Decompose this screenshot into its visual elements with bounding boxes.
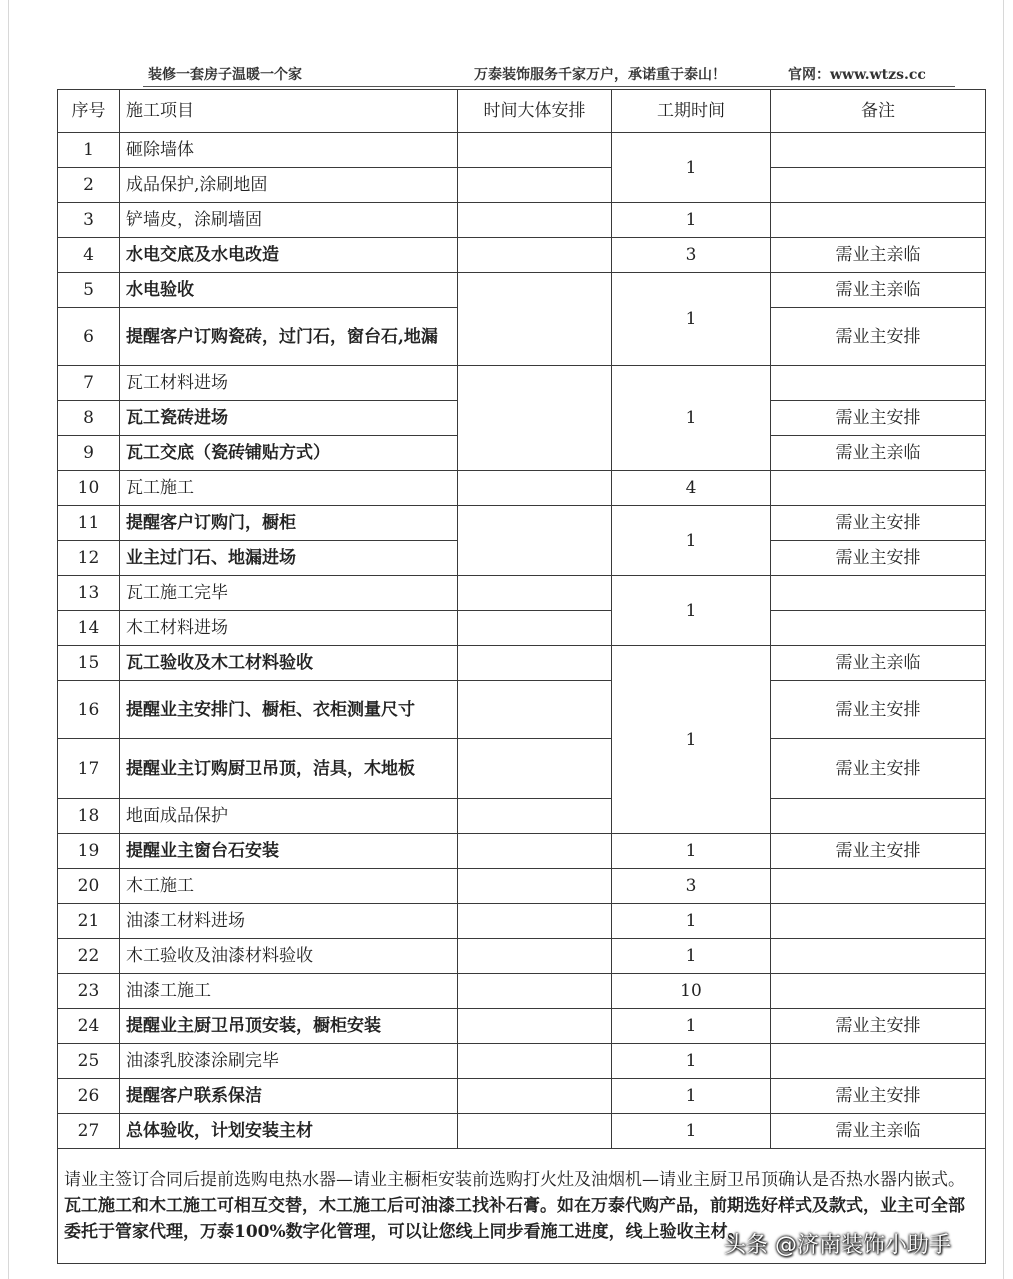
row-no: 23: [58, 974, 120, 1009]
row-duration: 1: [612, 273, 771, 366]
row-item: 水电验收: [120, 273, 458, 308]
row-schedule: [458, 1044, 612, 1079]
row-item: 瓦工施工完毕: [120, 576, 458, 611]
row-note: 需业主安排: [771, 681, 986, 739]
watermark-text: 头条 @济南装饰小助手: [724, 1233, 951, 1258]
row-note: [771, 904, 986, 939]
table-row: [58, 939, 986, 974]
table-row: [58, 168, 986, 203]
footer-notes-bold: 瓦工施工和木工施工可相互交替，木工施工后可油漆工找补石膏。如在万泰代购产品，前期选好样式及款式，业主可全部委托于管家代理，万泰100%数字化管理，可以让您线上同步看施工进度，线上验收主材。: [64, 1196, 965, 1242]
row-schedule: [458, 799, 612, 834]
row-duration: 10: [612, 974, 771, 1009]
row-schedule: [458, 646, 612, 681]
row-item: 总体验收，计划安装主材: [120, 1114, 458, 1149]
col-header-no: 序号: [58, 90, 120, 133]
row-duration: 1: [612, 904, 771, 939]
table-row: [58, 834, 986, 869]
row-duration: 1: [612, 646, 771, 834]
table-row: [58, 904, 986, 939]
row-no: 5: [58, 273, 120, 308]
row-schedule: [458, 1079, 612, 1114]
row-note: [771, 168, 986, 203]
row-item: 提醒客户联系保洁: [120, 1079, 458, 1114]
footer-notes-normal: 请业主签订合同后提前选购电热水器—请业主橱柜安装前选购打火灶及油烟机—请业主厨卫吊顶确认是否热水器内嵌式。: [64, 1170, 965, 1190]
row-note: 需业主亲临: [771, 646, 986, 681]
row-schedule: [458, 974, 612, 1009]
table-row: [58, 739, 986, 799]
header-motto: 万泰装饰服务千家万户，承诺重于泰山！: [474, 67, 726, 83]
table-row: [58, 1079, 986, 1114]
row-item: 提醒客户订购门，橱柜: [120, 506, 458, 541]
header-slogan: 装修一套房子温暖一个家: [148, 67, 302, 83]
row-item: 提醒业主窗台石安装: [120, 834, 458, 869]
header-underline: [143, 86, 955, 87]
row-no: 2: [58, 168, 120, 203]
row-note: 需业主安排: [771, 1079, 986, 1114]
row-schedule: [458, 834, 612, 869]
row-schedule: [458, 238, 612, 273]
row-schedule: [458, 739, 612, 799]
row-duration: 1: [612, 1079, 771, 1114]
row-item: 瓦工交底（瓷砖铺贴方式）: [120, 436, 458, 471]
row-item: 提醒业主订购厨卫吊顶，洁具，木地板: [120, 739, 458, 799]
table-row: [58, 273, 986, 308]
row-item: 提醒业主安排门、橱柜、衣柜测量尺寸: [120, 681, 458, 739]
row-no: 1: [58, 133, 120, 168]
row-no: 27: [58, 1114, 120, 1149]
row-item: 业主过门石、地漏进场: [120, 541, 458, 576]
row-no: 14: [58, 611, 120, 646]
row-no: 16: [58, 681, 120, 739]
header-website: 官网：www.wtzs.cc: [788, 67, 926, 83]
row-item: 木工验收及油漆材料验收: [120, 939, 458, 974]
row-note: [771, 366, 986, 401]
row-no: 25: [58, 1044, 120, 1079]
row-note: [771, 203, 986, 238]
row-note: [771, 974, 986, 1009]
row-schedule: [458, 273, 612, 366]
row-no: 22: [58, 939, 120, 974]
row-note: 需业主安排: [771, 1009, 986, 1044]
table-row: [58, 799, 986, 834]
row-note: [771, 1044, 986, 1079]
row-duration: 1: [612, 939, 771, 974]
row-note: 需业主亲临: [771, 1114, 986, 1149]
row-schedule: [458, 904, 612, 939]
row-no: 6: [58, 308, 120, 366]
table-row: [58, 238, 986, 273]
row-schedule: [458, 1114, 612, 1149]
document-header: [0, 58, 1013, 82]
row-no: 8: [58, 401, 120, 436]
row-no: 20: [58, 869, 120, 904]
row-schedule: [458, 506, 612, 576]
row-item: 水电交底及水电改造: [120, 238, 458, 273]
page-edge-left: [8, 0, 9, 1279]
row-item: 木工材料进场: [120, 611, 458, 646]
row-no: 24: [58, 1009, 120, 1044]
construction-schedule-table: [57, 89, 986, 1264]
page-edge-right: [1003, 0, 1004, 1279]
table-row: [58, 1114, 986, 1149]
row-no: 15: [58, 646, 120, 681]
row-note: [771, 471, 986, 506]
row-no: 26: [58, 1079, 120, 1114]
row-no: 10: [58, 471, 120, 506]
table-row: [58, 133, 986, 168]
row-schedule: [458, 203, 612, 238]
row-duration: 1: [612, 203, 771, 238]
row-no: 17: [58, 739, 120, 799]
row-duration: 1: [612, 366, 771, 471]
row-no: 13: [58, 576, 120, 611]
col-header-schedule: 时间大体安排: [458, 90, 612, 133]
row-note: [771, 869, 986, 904]
row-duration: 1: [612, 576, 771, 646]
row-item: 砸除墙体: [120, 133, 458, 168]
table-row: [58, 869, 986, 904]
row-item: 油漆工材料进场: [120, 904, 458, 939]
row-item: 瓦工瓷砖进场: [120, 401, 458, 436]
row-note: [771, 133, 986, 168]
row-note: 需业主安排: [771, 308, 986, 366]
row-no: 12: [58, 541, 120, 576]
row-note: 需业主安排: [771, 541, 986, 576]
row-schedule: [458, 869, 612, 904]
row-schedule: [458, 471, 612, 506]
row-no: 7: [58, 366, 120, 401]
row-item: 铲墙皮，涂刷墙固: [120, 203, 458, 238]
row-item: 提醒业主厨卫吊顶安装，橱柜安装: [120, 1009, 458, 1044]
row-no: 9: [58, 436, 120, 471]
table-row: [58, 646, 986, 681]
row-schedule: [458, 133, 612, 168]
row-no: 18: [58, 799, 120, 834]
row-note: 需业主安排: [771, 834, 986, 869]
table-row: [58, 366, 986, 401]
row-no: 4: [58, 238, 120, 273]
row-note: [771, 611, 986, 646]
row-note: [771, 576, 986, 611]
row-item: 油漆乳胶漆涂刷完毕: [120, 1044, 458, 1079]
row-duration: 1: [612, 1114, 771, 1149]
row-schedule: [458, 366, 612, 471]
row-note: [771, 799, 986, 834]
row-no: 3: [58, 203, 120, 238]
row-schedule: [458, 681, 612, 739]
col-header-duration: 工期时间: [612, 90, 771, 133]
row-note: 需业主安排: [771, 739, 986, 799]
table-header-row: [58, 90, 986, 133]
row-no: 11: [58, 506, 120, 541]
row-item: 木工施工: [120, 869, 458, 904]
row-note: 需业主亲临: [771, 273, 986, 308]
row-item: 瓦工验收及木工材料验收: [120, 646, 458, 681]
row-item: 瓦工施工: [120, 471, 458, 506]
row-duration: 1: [612, 506, 771, 576]
table-row: [58, 681, 986, 739]
table-row: [58, 506, 986, 541]
row-note: 需业主安排: [771, 506, 986, 541]
col-header-item: 施工项目: [120, 90, 458, 133]
row-note: 需业主安排: [771, 401, 986, 436]
table-row: [58, 471, 986, 506]
row-item: 成品保护,涂刷地固: [120, 168, 458, 203]
row-schedule: [458, 576, 612, 611]
table-row: [58, 974, 986, 1009]
row-note: 需业主亲临: [771, 436, 986, 471]
row-schedule: [458, 168, 612, 203]
row-duration: 1: [612, 834, 771, 869]
row-duration: 4: [612, 471, 771, 506]
row-item: 提醒客户订购瓷砖，过门石，窗台石,地漏: [120, 308, 458, 366]
row-note: 需业主亲临: [771, 238, 986, 273]
row-note: [771, 939, 986, 974]
row-no: 21: [58, 904, 120, 939]
table-row: [58, 203, 986, 238]
row-duration: 3: [612, 238, 771, 273]
row-no: 19: [58, 834, 120, 869]
row-item: 油漆工施工: [120, 974, 458, 1009]
row-duration: 3: [612, 869, 771, 904]
table-row: [58, 1044, 986, 1079]
row-duration: 1: [612, 133, 771, 203]
row-schedule: [458, 939, 612, 974]
row-item: 瓦工材料进场: [120, 366, 458, 401]
row-schedule: [458, 1009, 612, 1044]
row-duration: 1: [612, 1009, 771, 1044]
row-item: 地面成品保护: [120, 799, 458, 834]
table-row: [58, 611, 986, 646]
row-duration: 1: [612, 1044, 771, 1079]
table-row: [58, 1009, 986, 1044]
col-header-note: 备注: [771, 90, 986, 133]
row-schedule: [458, 611, 612, 646]
table-row: [58, 576, 986, 611]
